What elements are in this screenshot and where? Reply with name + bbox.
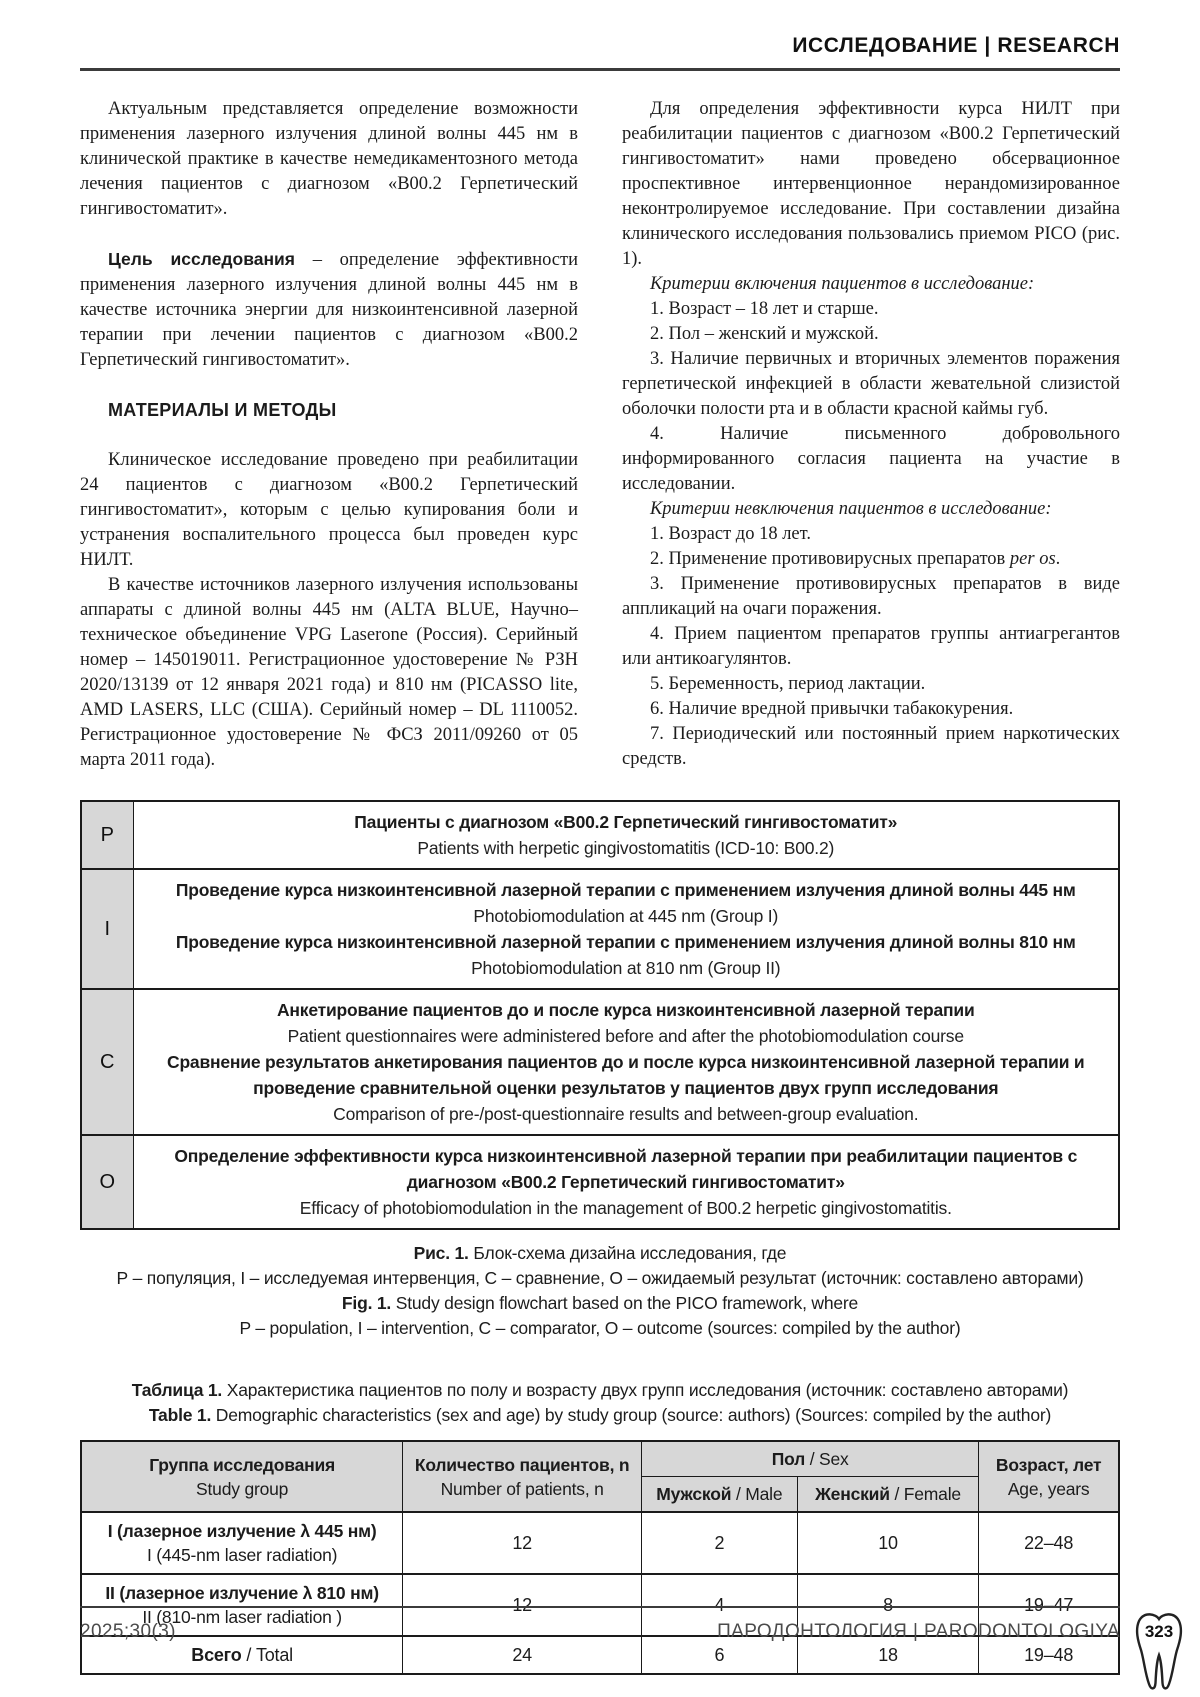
- table-text-ru: Характеристика пациентов по полу и возрасту двух групп исследования (источник: составлено авторами): [222, 1380, 1069, 1400]
- inclusion-item: 3. Наличие первичных и вторичных элементов поражения герпетической инфекцией в области жевательной слизистой оболочки полости рта и в области красной каймы губ.: [622, 349, 1120, 419]
- col-header-ru: Женский: [815, 1484, 890, 1504]
- exclusion-item: 1. Возраст до 18 лет.: [650, 524, 811, 544]
- pico-text-en: Photobiomodulation at 445 nm (Group I): [473, 906, 779, 926]
- pico-content-i: [133, 869, 1119, 989]
- col-header-en: / Male: [731, 1484, 783, 1504]
- pico-text-en: Comparison of pre-/post-questionnaire results and between-group evaluation.: [333, 1104, 919, 1124]
- col-header-age: [979, 1441, 1119, 1512]
- paragraph: Актуальным представляется определение возможности применения лазерного излучения длиной волны 445 нм в клинической практике в качестве немедикаментозного метода лечения пациентов с диагнозом «В00.2 Герпетический гингивостоматит».: [80, 99, 578, 219]
- col-header-male: [642, 1477, 798, 1513]
- paragraph-goal: [80, 247, 578, 373]
- figure-caption-en: [80, 1291, 1120, 1316]
- paragraph: Для определения эффективности курса НИЛТ при реабилитации пациентов с диагнозом «В00.2 Герпетический гингивостоматит» нами проведено обсервационное проспективное интервенционное нерандомизированное неконтролируемое исследование. При составлении дизайна клинического исследования пользовались приемом PICO (рис. 1).: [622, 99, 1120, 269]
- pico-table: [80, 800, 1120, 1230]
- pico-text-ru: Пациенты с диагнозом «В00.2 Герпетический гингивостоматит»: [354, 812, 898, 832]
- col-header-sex: [642, 1441, 979, 1477]
- exclusion-item: [622, 547, 1120, 572]
- page-footer: [80, 1606, 1120, 1643]
- cell-age: 22–48: [979, 1512, 1119, 1574]
- figure-text-en: Study design flowchart based on the PICO framework, where: [391, 1293, 859, 1313]
- pico-text-ru: Определение эффективности курса низкоинтенсивной лазерной терапии при реабилитации пациентов с диагнозом «В00.2 Герпетический гингивостоматит»: [174, 1146, 1078, 1192]
- left-column: [80, 97, 578, 773]
- col-header-en: / Sex: [805, 1449, 849, 1469]
- exclusion-item-text: 2. Применение противовирусных препаратов: [650, 549, 1010, 569]
- pico-row-o: [81, 1135, 1119, 1229]
- cell-female: 8: [797, 1574, 979, 1636]
- figure-caption-ru-legend: Р – популяция, I – исследуемая интервенция, С – сравнение, О – ожидаемый результат (источник: составлено авторами): [116, 1268, 1084, 1288]
- paragraph: В качестве источников лазерного излучения использованы аппараты с длиной волны 445 нм (ALTA BLUE, Научно–техническое объединение VPG Laserone (Россия). Серийный номер – 145019011. Регистрационное удостоверение № РЗН 2020/13139 от 12 января 2021 года) и 810 нм (PICASSO lite, AMD LASERS, LLC (США). Серийный номер – DL 1110052. Регистрационное удостоверение № ФСЗ 2011/09260 от 05 марта 2011 года).: [80, 575, 578, 770]
- pico-row-i: [81, 869, 1119, 989]
- table-row-group-1: [81, 1512, 1119, 1574]
- cell-male: 6: [642, 1636, 798, 1674]
- table-caption-ru: [80, 1378, 1120, 1403]
- running-head: [80, 0, 1120, 71]
- pico-key-p: P: [81, 801, 133, 869]
- cell-male: 2: [642, 1512, 798, 1574]
- figure-caption-en-legend: P – population, I – intervention, C – comparator, O – outcome (sources: compiled by the author): [239, 1318, 961, 1338]
- cell-age: 19–48: [979, 1636, 1119, 1674]
- goal-text: – определение эффективности применения лазерного излучения длиной волны 445 нм в качестве источника энергии для низкоинтенсивной лазерной терапии при лечении пациентов с диагнозом «В00.2 Герпетический гингивостоматит».: [80, 250, 578, 370]
- cell-n: 12: [403, 1512, 642, 1574]
- pico-row-p: [81, 801, 1119, 869]
- figure-label-en: Fig. 1.: [341, 1293, 392, 1313]
- figure-caption-ru: [80, 1241, 1120, 1266]
- col-header-female: [797, 1477, 979, 1513]
- group-name-en: I (445-nm laser radiation): [146, 1545, 338, 1565]
- section-heading-materials-methods: МАТЕРИАЛЫ И МЕТОДЫ: [108, 400, 337, 420]
- pico-text-ru: Проведение курса низкоинтенсивной лазерной терапии с применением излучения длиной волны 810 нм: [175, 932, 1076, 952]
- cell-n: 24: [403, 1636, 642, 1674]
- col-header-ru: Возраст, лет: [995, 1454, 1102, 1475]
- exclusion-item: 7. Периодический или постоянный прием наркотических средств.: [622, 724, 1120, 769]
- pico-text-en: Patients with herpetic gingivostomatitis (ICD-10: B00.2): [417, 838, 835, 858]
- pico-text-en: Photobiomodulation at 810 nm (Group II): [471, 958, 781, 978]
- pico-content-c: [133, 989, 1119, 1135]
- group-name-en: II (810-nm laser radiation ): [142, 1607, 342, 1627]
- col-header-en: Study group: [196, 1478, 289, 1499]
- col-header-ru: Мужской: [656, 1484, 732, 1504]
- cell-age: 19–47: [979, 1574, 1119, 1636]
- pico-text-en: Patient questionnaires were administered before and after the photobiomodulation course: [287, 1026, 964, 1046]
- col-header-ru: Количество пациентов, n: [414, 1454, 630, 1475]
- figure-caption: [80, 1241, 1120, 1341]
- cell-female: 18: [797, 1636, 979, 1674]
- col-header-study-group: [81, 1441, 403, 1512]
- total-label-ru: Всего: [191, 1645, 242, 1665]
- pico-text-ru: Сравнение результатов анкетирования пациентов до и после курса низкоинтенсивной лазерной терапии и проведение сравнительной оценки результатов у пациентов двух групп исследования: [167, 1052, 1085, 1098]
- pico-key-c: C: [81, 989, 133, 1135]
- goal-label: Цель исследования: [108, 249, 295, 269]
- pico-text-en: Efficacy of photobiomodulation in the management of B00.2 herpetic gingivostomatitis.: [299, 1198, 952, 1218]
- inclusion-item: 1. Возраст – 18 лет и старше.: [650, 299, 879, 319]
- table-label-ru: Таблица 1.: [131, 1380, 223, 1400]
- figure-text-ru: Блок-схема дизайна исследования, где: [468, 1243, 787, 1263]
- table-label-en: Table 1.: [148, 1405, 212, 1425]
- col-header-ru: Группа исследования: [149, 1454, 336, 1475]
- exclusion-item: 3. Применение противовирусных препаратов в виде аппликаций на очаги поражения.: [622, 574, 1120, 619]
- table-caption: [80, 1378, 1120, 1428]
- cell-female: 10: [797, 1512, 979, 1574]
- group-name-ru: II (лазерное излучение λ 810 нм): [105, 1583, 379, 1603]
- right-column: [622, 97, 1120, 773]
- inclusion-item: 4. Наличие письменного добровольного информированного согласия пациента на участие в исследовании.: [622, 424, 1120, 494]
- pico-key-o: O: [81, 1135, 133, 1229]
- exclusion-item: 4. Прием пациентом препаратов группы антиагрегантов или антикоагулянтов.: [622, 624, 1120, 669]
- issue-info: 2025;30(3): [80, 1621, 176, 1642]
- total-label-en: / Total: [241, 1645, 293, 1665]
- paragraph: Клиническое исследование проведено при реабилитации 24 пациентов с диагнозом «В00.2 Герпетический гингивостоматит», которым с целью купирования боли и устранения воспалительного процесса был проведен курс НИЛТ.: [80, 450, 578, 570]
- tooth-icon: [1128, 1610, 1190, 1694]
- cell-group: [81, 1512, 403, 1574]
- table-caption-en: [80, 1403, 1120, 1428]
- col-header-en: Number of patients, n: [440, 1478, 604, 1499]
- exclusion-item: 5. Беременность, период лактации.: [650, 674, 926, 694]
- exclusion-item-latin: per os: [1009, 549, 1056, 569]
- exclusion-criteria-heading: Критерии невключения пациентов в исследование:: [650, 499, 1052, 519]
- inclusion-criteria-heading: Критерии включения пациентов в исследование:: [650, 274, 1035, 294]
- table-text-en: Demographic characteristics (sex and age) by study group (source: authors) (Sources: compiled by the author): [211, 1405, 1052, 1425]
- col-header-en: / Female: [889, 1484, 961, 1504]
- page-title: ИССЛЕДОВАНИЕ | RESEARCH: [792, 34, 1120, 57]
- pico-content-p: [133, 801, 1119, 869]
- journal-name: ПАРОДОНТОЛОГИЯ | PARODONTOLOGIYA: [717, 1621, 1120, 1642]
- group-name-ru: I (лазерное излучение λ 445 нм): [107, 1521, 377, 1541]
- cell-male: 4: [642, 1574, 798, 1636]
- pico-content-o: [133, 1135, 1119, 1229]
- pico-text-ru: Проведение курса низкоинтенсивной лазерной терапии с применением излучения длиной волны 445 нм: [175, 880, 1076, 900]
- exclusion-item-text: .: [1055, 549, 1061, 569]
- col-header-patient-count: [403, 1441, 642, 1512]
- exclusion-item: 6. Наличие вредной привычки табакокурения.: [650, 699, 1014, 719]
- page-number-badge: [1128, 1610, 1190, 1694]
- col-header-en: Age, years: [1007, 1478, 1090, 1499]
- demo-header-row-1: [81, 1441, 1119, 1477]
- page-number: 323: [1144, 1622, 1174, 1641]
- col-header-ru: Пол: [771, 1449, 806, 1469]
- pico-row-c: [81, 989, 1119, 1135]
- inclusion-item: 2. Пол – женский и мужской.: [650, 324, 879, 344]
- pico-key-i: I: [81, 869, 133, 989]
- article-body: [80, 97, 1120, 773]
- figure-label-ru: Рис. 1.: [413, 1243, 469, 1263]
- pico-text-ru: Анкетирование пациентов до и после курса низкоинтенсивной лазерной терапии: [276, 1000, 975, 1020]
- cell-n: 12: [403, 1574, 642, 1636]
